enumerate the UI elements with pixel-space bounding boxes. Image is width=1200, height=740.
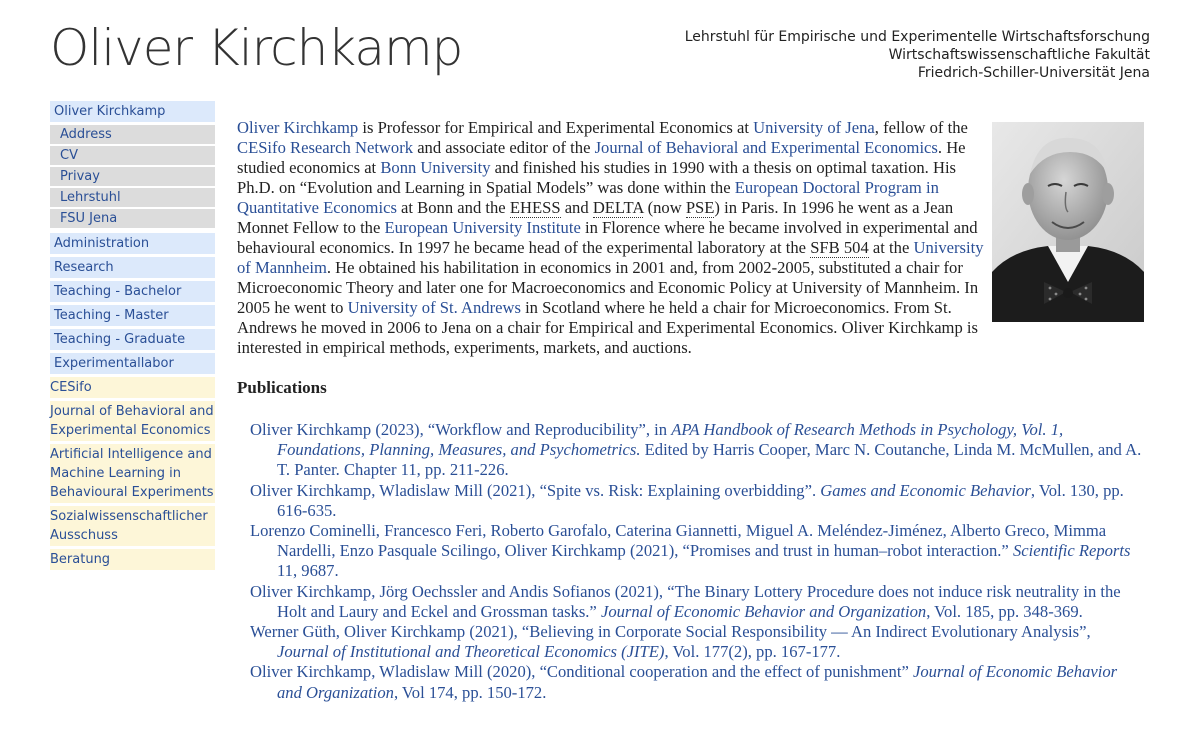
portrait-photo (992, 122, 1144, 322)
sidebar-link-jbee[interactable]: Journal of Behavioral and Experimental Economics (50, 401, 215, 441)
affiliation-faculty: Wirtschaftswissenschaftliche Fakultät (888, 47, 1150, 63)
intro-text: and associate editor of the (413, 138, 595, 157)
intro-text: ) in Paris. In 1996 he went as a Jean Monnet Fellow to the (237, 198, 954, 237)
abbr-pse: PSE (685, 198, 715, 217)
link-eui[interactable]: European University Institute (384, 218, 581, 237)
abbr-sfb-504: SFB 504 (810, 238, 869, 257)
sidebar-item-teaching-graduate[interactable]: Teaching - Graduate (50, 329, 215, 350)
publication-details-link[interactable]: , Vol. 130, pp. 616-635. (277, 480, 1124, 520)
sidebar-link-sozialwiss-ausschuss[interactable]: Sozialwissenschaftlicher Ausschuss (50, 506, 215, 546)
publication-details-link[interactable]: Edited by Harris Cooper, Marc N. Coutanche, Linda M. McMullen, and A. T. Panter. Chapter 11, pp. 211-226. (277, 440, 1142, 480)
main-content (237, 118, 1144, 703)
publication-details-link[interactable]: , Vol. 185, pp. 348-369. (926, 601, 1083, 621)
link-university-of-st-andrews[interactable]: University of St. Andrews (347, 298, 521, 317)
page-title: Oliver Kirchkamp (50, 19, 463, 77)
affiliation-chair: Lehrstuhl für Empirische und Experimentelle Wirtschaftsforschung (684, 29, 1150, 45)
publication-authors-link[interactable]: Oliver Kirchkamp, Jörg Oechssler and Andis Sofianos (2021), “The Binary Lottery Procedure does not induce risk neutrality in the Holt and Laury and Eckel and Grossman tasks.” (250, 581, 1121, 621)
publication-item (237, 420, 1144, 481)
publication-authors-link[interactable]: Lorenzo Cominelli, Francesco Feri, Roberto Garofalo, Caterina Giannetti, Miguel A. Meléndez-Jiménez, Alberto Greco, Mimma Nardelli, Enzo Pasquale Scilingo, Oliver Kirchkamp (2021), “Promises and trust in human–robot interaction.” (250, 521, 1107, 561)
intro-text: in Scotland where he held a chair for Microeconomics. From St. Andrews he moved in 2006 to Jena on a chair for Empirical and Experimental Economics. Oliver Kirchkamp is interested in empirical methods, experiments, markets, and auctions. (237, 298, 978, 357)
link-university-of-jena[interactable]: University of Jena (753, 118, 875, 137)
intro-text: and finished his studies in 1990 with a thesis on optimal taxation. His Ph.D. on “Evolution and Learning in Spatial Models” was done within the (237, 158, 957, 197)
intro-text: and (560, 198, 593, 217)
link-university-of-mannheim[interactable]: University of Mannheim (237, 238, 984, 277)
intro-text: at Bonn and the (396, 198, 510, 217)
sidebar-item-teaching-bachelor[interactable]: Teaching - Bachelor (50, 281, 215, 302)
sidebar-item-lehrstuhl[interactable]: Lehrstuhl (50, 188, 215, 207)
sidebar-item-cv[interactable]: CV (50, 146, 215, 165)
sidebar-link-cesifo[interactable]: CESifo (50, 377, 215, 398)
publication-venue-link[interactable]: Journal of Economic Behavior and Organization (600, 601, 927, 621)
publication-item (237, 582, 1144, 622)
publication-venue-link[interactable]: Journal of Economic Behavior and Organization (277, 662, 1118, 702)
sidebar-item-fsu-jena[interactable]: FSU Jena (50, 209, 215, 228)
intro-text: in Florence where he became involved in experimental and behavioural economics. In 1997 he became head of the experimental laboratory at the (237, 218, 978, 257)
publication-venue-link[interactable]: Games and Economic Behavior (820, 480, 1031, 500)
publication-venue-link[interactable]: Journal of Institutional and Theoretical Economics (JITE) (277, 642, 665, 662)
affiliation-university: Friedrich-Schiller-Universität Jena (917, 65, 1150, 81)
link-edp[interactable]: European Doctoral Program in Quantitative Economics (237, 178, 939, 217)
publications-heading: Publications (237, 378, 327, 397)
intro-text: (now (643, 198, 686, 217)
publication-details-link[interactable]: , Vol 174, pp. 150-172. (393, 682, 547, 702)
link-jbee[interactable]: Journal of Behavioral and Experimental Economics (594, 138, 938, 157)
publication-authors-link[interactable]: Oliver Kirchkamp, Wladislaw Mill (2021), “Spite vs. Risk: Explaining overbidding”. (250, 480, 821, 500)
link-oliver-kirchkamp[interactable]: Oliver Kirchkamp (237, 118, 359, 137)
publication-item (237, 521, 1144, 582)
sidebar-item-experimentallabor[interactable]: Experimentallabor (50, 353, 215, 374)
publication-authors-link[interactable]: Werner Güth, Oliver Kirchkamp (2021), “Believing in Corporate Social Responsibility — An Indirect Evolutionary Analysis”, (250, 622, 1091, 642)
publication-details-link[interactable]: 11, 9687. (277, 561, 339, 581)
publication-item (237, 481, 1144, 521)
sidebar (50, 101, 215, 573)
sidebar-item-research[interactable]: Research (50, 257, 215, 278)
sidebar-item-teaching-master[interactable]: Teaching - Master (50, 305, 215, 326)
publication-item (237, 662, 1144, 702)
abbr-ehess: EHESS (509, 198, 561, 217)
sidebar-item-oliver-kirchkamp[interactable]: Oliver Kirchkamp (50, 101, 215, 122)
intro-text: . He studied economics at (237, 138, 966, 177)
publication-venue-link[interactable]: APA Handbook of Research Methods in Psychology, Vol. 1, Foundations, Planning, Measures, and Psychometrics. (277, 420, 1064, 460)
sidebar-item-privacy[interactable]: Privay (50, 167, 215, 186)
intro-text: at the (868, 238, 914, 257)
sidebar-link-ai-ml-experiments[interactable]: Artificial Intelligence and Machine Learning in Behavioural Experiments (50, 444, 215, 503)
affiliation-block (685, 28, 1150, 82)
link-cesifo-network[interactable]: CESifo Research Network (237, 138, 414, 157)
link-bonn-university[interactable]: Bonn University (380, 158, 491, 177)
publication-item (237, 622, 1144, 662)
publications-list (237, 420, 1144, 703)
publication-authors-link[interactable]: Oliver Kirchkamp (2023), “Workflow and Reproducibility”, in (250, 420, 672, 439)
publication-authors-link[interactable]: Oliver Kirchkamp, Wladislaw Mill (2020), “Conditional cooperation and the effect of punishment” (250, 662, 913, 682)
abbr-delta: DELTA (592, 198, 644, 217)
intro-text: is Professor for Empirical and Experimental Economics at (358, 118, 754, 137)
sidebar-item-administration[interactable]: Administration (50, 233, 215, 254)
intro-text: . He obtained his habilitation in economics in 2001 and, from 2002-2005, substituted a chair for Microeconomic Theory and later one for Macroeconomics and Economic Policy at University of Mannheim. In 2005 he went to (237, 258, 979, 317)
publication-details-link[interactable]: , Vol. 177(2), pp. 167-177. (664, 642, 841, 662)
intro-text: , fellow of the (874, 118, 968, 137)
sidebar-link-beratung[interactable]: Beratung (50, 549, 215, 570)
publication-venue-link[interactable]: Scientific Reports (1012, 541, 1131, 561)
sidebar-item-address[interactable]: Address (50, 125, 215, 144)
